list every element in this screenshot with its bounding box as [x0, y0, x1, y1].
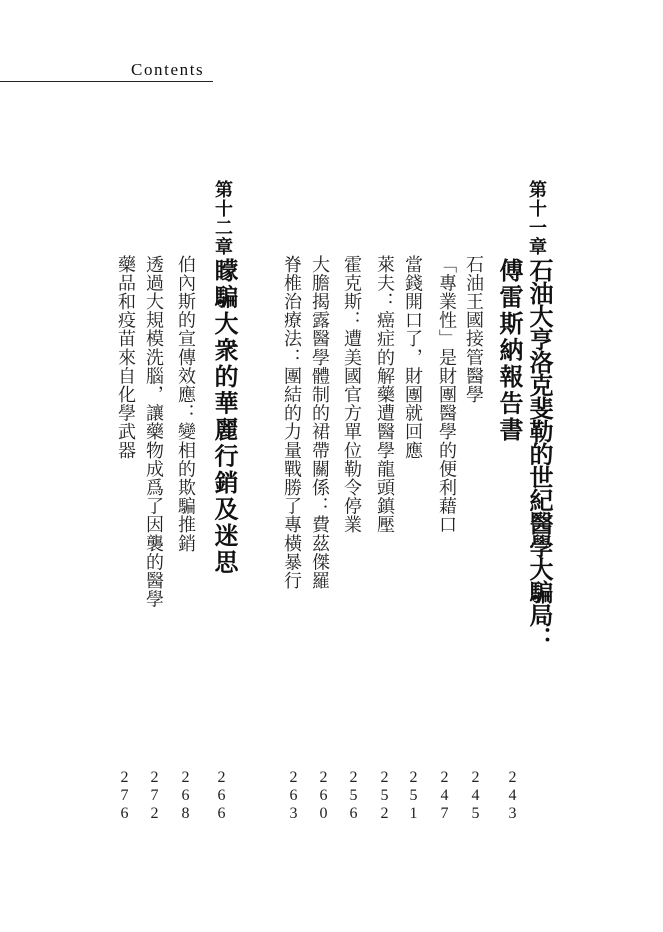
page-number-11-1: 245 — [467, 769, 484, 823]
chapter-12-title: 矇騙大衆的華麗行銷及迷思 — [210, 258, 239, 576]
toc-entry-12-3: 藥品和疫苗來自化學武器 — [115, 255, 136, 460]
toc-entry-11-3: 當錢開口了，財團就回應 — [402, 255, 423, 460]
toc-entry-11-1: 石油王國接管醫學 — [463, 255, 484, 404]
chapter-11-label: 第十一章 — [526, 180, 547, 256]
toc-entry-11-7: 脊椎治療法：團結的力量戰勝了專橫暴行 — [281, 255, 302, 590]
running-header — [0, 0, 663, 80]
toc-entry-11-5: 霍克斯：遭美國官方單位勒令停業 — [341, 255, 362, 534]
page-number-12-title: 266 — [213, 769, 230, 823]
chapter-11-title-line2: 傅雷斯納報告書 — [495, 258, 524, 444]
header-rule — [0, 81, 213, 82]
toc-entry-12-2: 透過大規模洗腦，讓藥物成爲了因襲的醫學 — [143, 255, 164, 609]
toc-entry-11-4: 萊夫：癌症的解藥遭醫學龍頭鎮壓 — [374, 255, 395, 534]
page-number-11-title: 243 — [504, 769, 521, 823]
toc-entry-11-6: 大膽揭露醫學體制的裙帶關係：費茲傑羅 — [309, 255, 330, 590]
page-number-12-3: 276 — [116, 769, 133, 823]
toc-entry-12-1: 伯內斯的宣傳效應：變相的欺騙推銷 — [175, 255, 196, 553]
page-number-11-6: 260 — [315, 769, 332, 823]
chapter-12-label: 第十二章 — [212, 180, 233, 256]
chapter-11-title-line1: 石油大亨洛克斐勒的世紀醫學大騙局： — [525, 258, 554, 649]
toc-entry-11-2: 「專業性」是財團醫學的便利藉口 — [436, 255, 457, 534]
header-title: Contents — [131, 60, 205, 79]
page-number-12-2: 272 — [146, 769, 163, 823]
page-number-11-2: 247 — [436, 769, 453, 823]
page-number-11-5: 256 — [345, 769, 362, 823]
page-number-12-1: 268 — [177, 769, 194, 823]
page-number-11-4: 252 — [376, 769, 393, 823]
page-number-11-3: 251 — [405, 769, 422, 823]
page-number-11-7: 263 — [285, 769, 302, 823]
